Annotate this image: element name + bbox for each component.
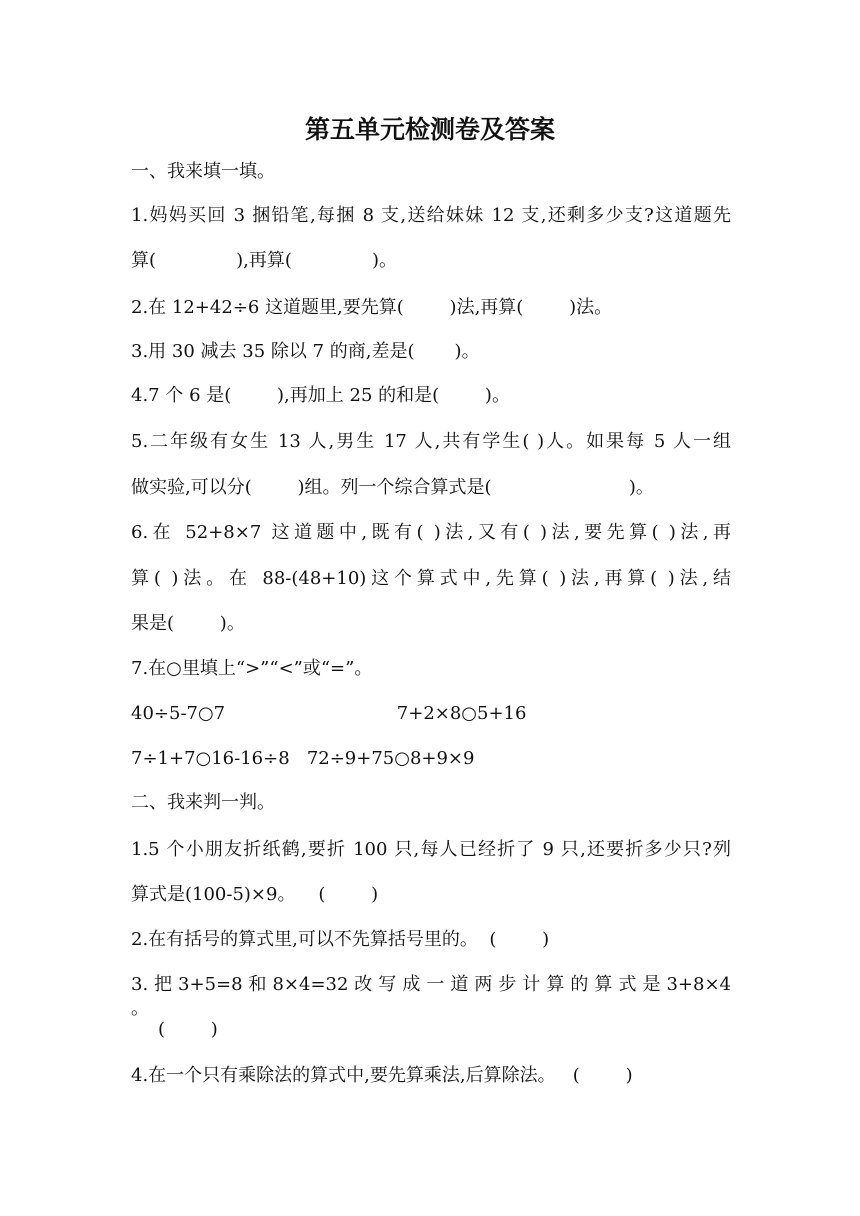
section-heading-judge: 二、我来判一判。 bbox=[131, 792, 275, 813]
question-line: 算( ),再算( )。 bbox=[131, 250, 398, 271]
section-heading-fill: 一、我来填一填。 bbox=[131, 161, 275, 182]
question-line: 果是( )。 bbox=[131, 613, 245, 634]
comparison-row: 40÷5-7○7 7+2×8○5+16 bbox=[131, 703, 527, 724]
question-line: 1.5 个小朋友折纸鹤,要折 100 只,每人已经折了 9 只,还要折多少只?列 bbox=[131, 839, 731, 860]
answer-bracket: ( ) bbox=[158, 1019, 218, 1040]
question-line: 算式是(100-5)×9。 ( ) bbox=[131, 884, 379, 905]
question-line: 算( )法。在 88-(48+10)这个算式中,先算( )法,再算( )法,结 bbox=[131, 568, 731, 589]
question-line: 4.在一个只有乘除法的算式中,要先算乘法,后算除法。 ( ) bbox=[131, 1065, 633, 1086]
question-line: 3.用 30 减去 35 除以 7 的商,差是( )。 bbox=[131, 341, 480, 362]
question-line: 1.妈妈买回 3 捆铅笔,每捆 8 支,送给妹妹 12 支,还剩多少支?这道题先 bbox=[131, 205, 731, 226]
question-line: 3. 把 3+5=8 和 8×4=32 改 写 成 一 道 两 步 计 算 的 算 式 是 3+8×4 。 bbox=[131, 974, 731, 1019]
question-line: 做实验,可以分( )组。列一个综合算式是( )。 bbox=[131, 477, 654, 498]
question-line: 2.在有括号的算式里,可以不先算括号里的。 ( ) bbox=[131, 929, 550, 950]
comparison-row: 7÷1+7○16-16÷8 72÷9+75○8+9×9 bbox=[131, 748, 475, 769]
question-line: 2.在 12+42÷6 这道题里,要先算( )法,再算( )法。 bbox=[131, 297, 613, 318]
question-line: 6.在 52+8×7 这道题中,既有( )法,又有( )法,要先算( )法,再 bbox=[131, 522, 731, 543]
question-line: 4.7 个 6 是( ),再加上 25 的和是( )。 bbox=[131, 385, 510, 406]
question-line: 7.在○里填上“>”“<”或“=”。 bbox=[131, 658, 373, 679]
page-title: 第五单元检测卷及答案 bbox=[304, 115, 555, 144]
question-line: 5.二年级有女生 13 人,男生 17 人,共有学生( )人。如果每 5 人一组 bbox=[131, 431, 731, 452]
